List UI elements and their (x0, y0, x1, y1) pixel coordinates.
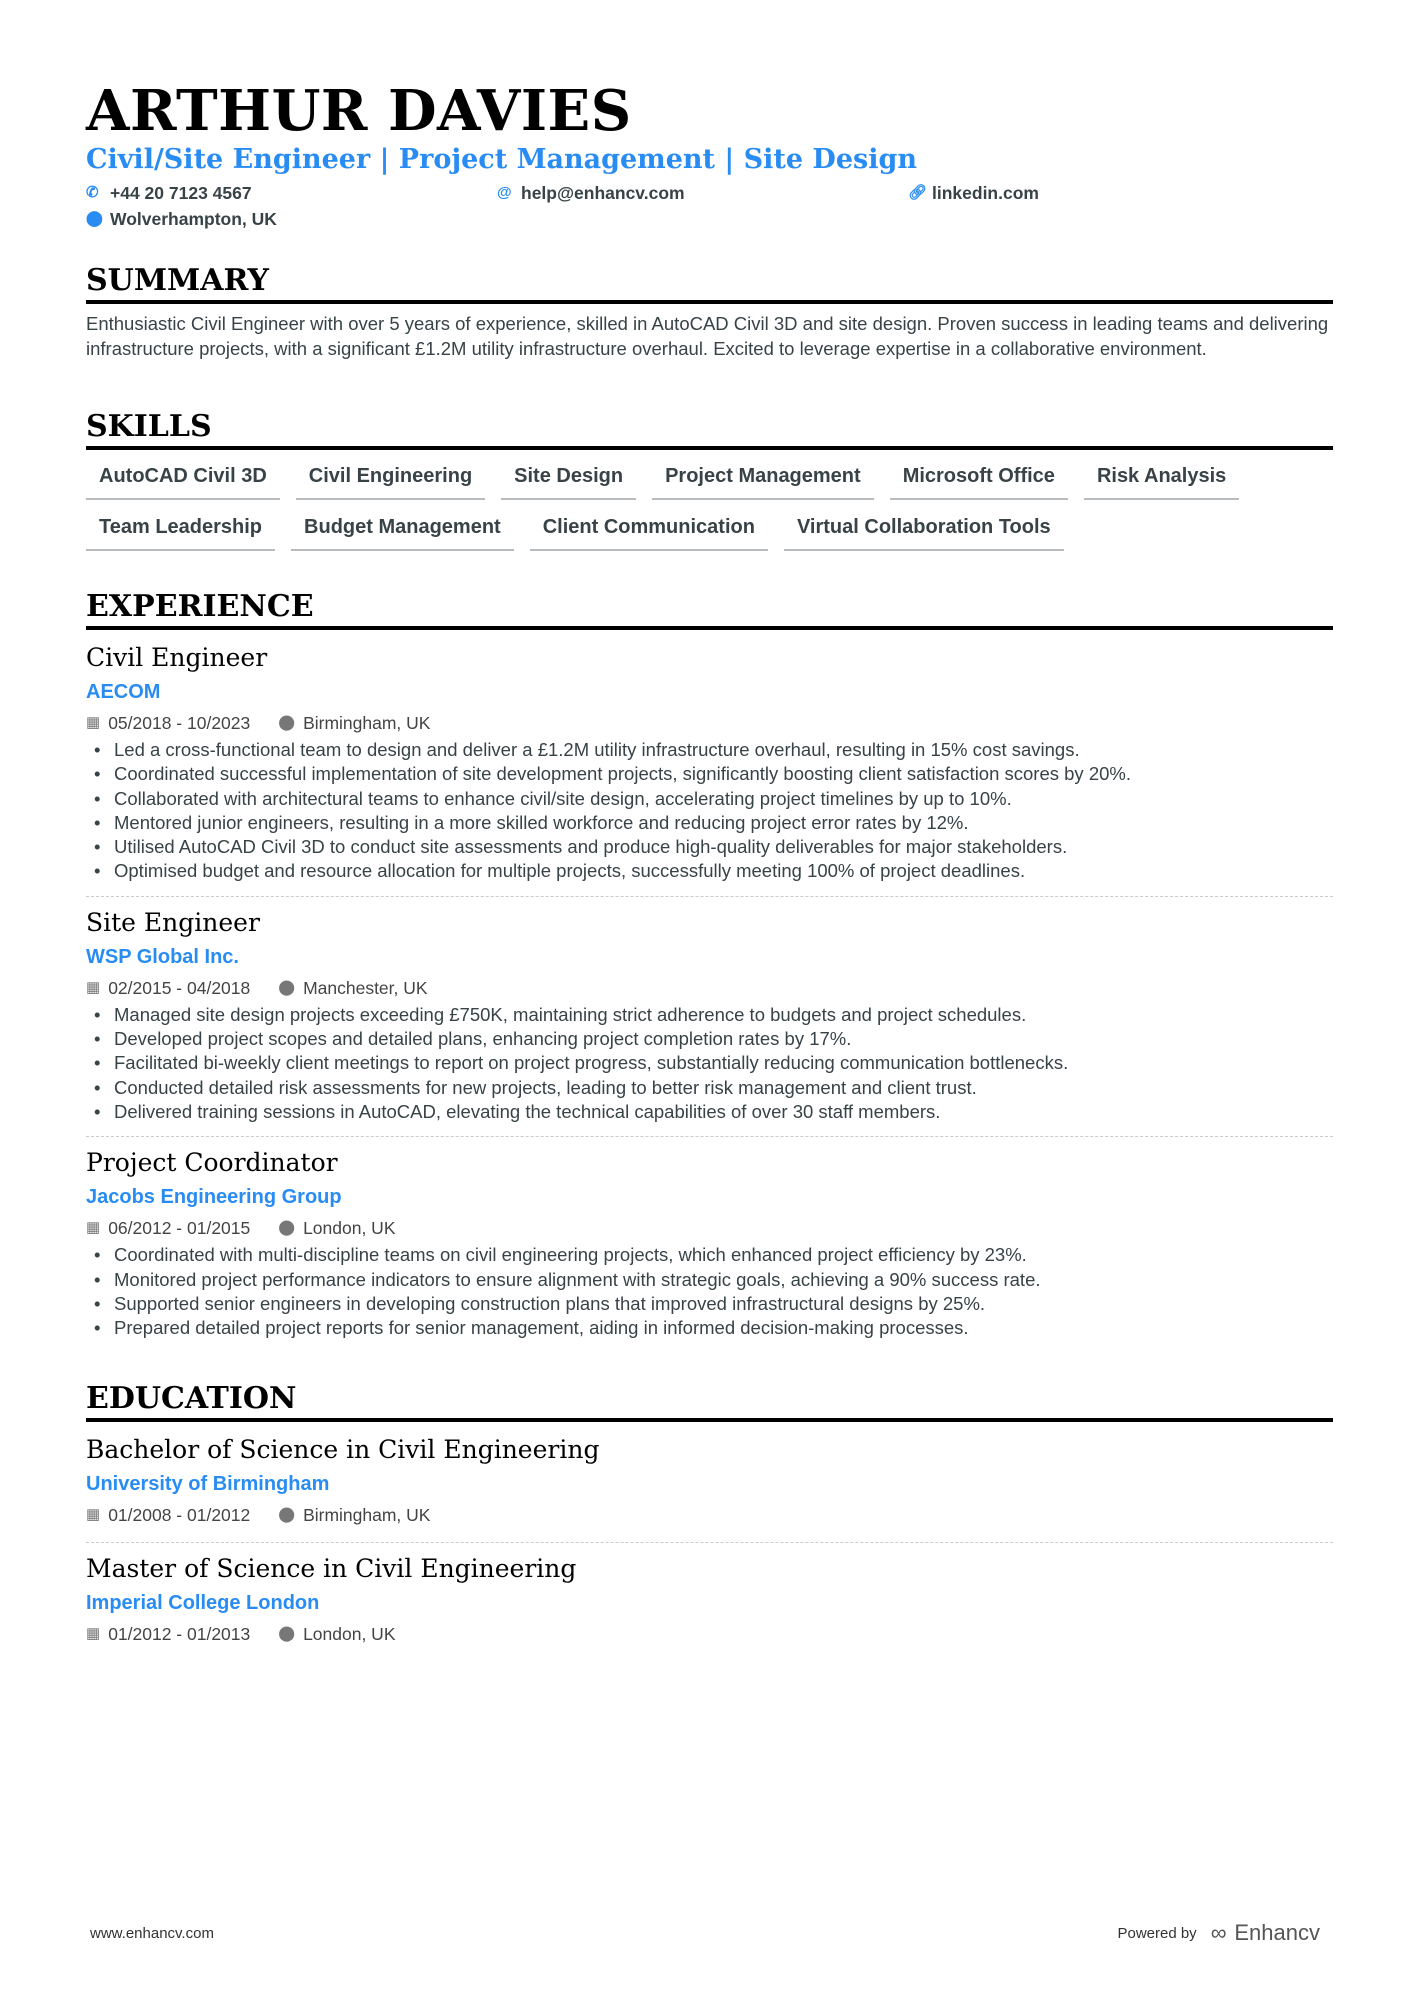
location: Manchester, UK (303, 977, 428, 998)
bullet-item: • Delivered training sessions in AutoCAD, elevating the technical capabilities of over 30 staff members. (86, 1100, 1333, 1124)
job-role: Project Coordinator (86, 1148, 338, 1178)
contact-list (86, 180, 1333, 232)
location: Birmingham, UK (303, 1505, 431, 1526)
bullet-item: • Coordinated with multi-discipline teams on civil engineering projects, which enhanced project efficiency by 23%. (86, 1243, 1333, 1267)
meta-row (86, 973, 1333, 1003)
enhancv-logo-icon: ∞ (1210, 1920, 1227, 1945)
job-bullets (86, 1243, 1333, 1340)
footer-url[interactable]: www.enhancv.com (90, 1924, 214, 1942)
bullet-item: • Supported senior engineers in developing construction plans that improved infrastructural designs by 25%. (86, 1292, 1333, 1316)
degree: Master of Science in Civil Engineering (86, 1554, 577, 1584)
dates: 01/2012 - 01/2013 (108, 1624, 251, 1645)
dates: 05/2018 - 10/2023 (108, 713, 251, 733)
skill-tag: Virtual Collaboration Tools (784, 511, 1064, 551)
bullet-item: • Developed project scopes and detailed plans, enhancing project completion rates by 17%. (86, 1027, 1333, 1051)
job-company: Jacobs Engineering Group (86, 1186, 342, 1209)
summary-heading: SUMMARY (86, 262, 1333, 304)
contact-location (86, 206, 497, 232)
skill-tag: Client Communication (530, 511, 768, 551)
education-entry (86, 1432, 1333, 1543)
location-icon: ⬤ (278, 978, 296, 996)
meta-row (86, 1619, 1333, 1649)
bullet-item: • Led a cross-functional team to design and deliver a £1.2M utility infrastructure overhaul, resulting in 15% cost savings. (86, 738, 1333, 762)
skill-tag: Site Design (501, 460, 636, 500)
bullet-item: • Coordinated successful implementation of site development projects, significantly boosting client satisfaction scores by 20%. (86, 762, 1333, 786)
job-company: AECOM (86, 681, 161, 703)
candidate-name: ARTHUR DAVIES (86, 78, 632, 144)
skill-tag: Team Leadership (86, 511, 275, 551)
powered-by (1117, 1920, 1320, 1946)
bullet-item: • Prepared detailed project reports for senior management, aiding in informed decision-making processes. (86, 1316, 1333, 1340)
job-bullets (86, 1003, 1333, 1124)
contact-email[interactable] (497, 180, 908, 206)
linkedin-text[interactable]: linkedin.com (932, 183, 1039, 203)
job-bullets (86, 738, 1333, 884)
location-icon: ⬤ (278, 714, 296, 731)
at-icon: @ (497, 184, 512, 201)
phone-text: +44 20 7123 4567 (110, 183, 252, 203)
job-entry (86, 640, 1333, 897)
skill-tag: Risk Analysis (1084, 460, 1239, 500)
job-role: Site Engineer (86, 907, 260, 937)
calendar-icon: ▦ (86, 714, 101, 731)
location: London, UK (303, 1624, 396, 1645)
link-icon: 🔗︎ (908, 184, 928, 201)
meta-row (86, 1500, 1333, 1530)
bullet-item: • Optimised budget and resource allocation for multiple projects, successfully meeting 100% of project deadlines. (86, 859, 1333, 883)
location: London, UK (303, 1218, 396, 1239)
location-icon: ⬤ (278, 1506, 296, 1524)
calendar-icon: ▦ (86, 1219, 101, 1237)
skill-tag: AutoCAD Civil 3D (86, 460, 280, 500)
skills-heading: SKILLS (86, 408, 1333, 450)
summary-text: Enthusiastic Civil Engineer with over 5 years of experience, skilled in AutoCAD Civil 3D and site design. Proven success in leading teams and delivering infrastructure projects, with a significant £1.2M utility infrastructure overhaul. Excited to leverage expertise in a collaborative environment. (86, 313, 1329, 359)
dates: 01/2008 - 01/2012 (108, 1505, 251, 1526)
bullet-item: • Monitored project performance indicators to ensure alignment with strategic goals, achieving a 90% success rate. (86, 1268, 1333, 1292)
calendar-icon: ▦ (86, 1506, 101, 1524)
skill-tag: Project Management (652, 460, 874, 500)
experience-list (86, 640, 1333, 1352)
powered-by-text: Powered by (1117, 1924, 1197, 1942)
school: Imperial College London (86, 1592, 320, 1615)
location-icon: ⬤ (278, 1219, 296, 1237)
phone-icon: ✆ (86, 184, 99, 201)
dates: 06/2012 - 01/2015 (108, 1218, 251, 1239)
location-icon: ⬤ (86, 210, 103, 227)
job-entry (86, 905, 1333, 1137)
bullet-item: • Managed site design projects exceeding £750K, maintaining strict adherence to budgets and project schedules. (86, 1003, 1333, 1027)
calendar-icon: ▦ (86, 978, 101, 996)
job-role: Civil Engineer (86, 643, 268, 672)
skill-tag: Civil Engineering (296, 460, 485, 500)
resume (86, 78, 1333, 1669)
bullet-item: • Conducted detailed risk assessments for new projects, leading to better risk management and client trust. (86, 1076, 1333, 1100)
education-heading: EDUCATION (86, 1380, 1333, 1422)
candidate-title: Civil/Site Engineer | Project Management | Site Design (86, 144, 917, 175)
enhancv-brand-text: Enhancv (1234, 1920, 1320, 1945)
experience-heading: EXPERIENCE (86, 588, 1333, 630)
bullet-item: • Utilised AutoCAD Civil 3D to conduct site assessments and produce high-quality deliverables for major stakeholders. (86, 835, 1333, 859)
location-text: Wolverhampton, UK (110, 209, 277, 229)
school: University of Birmingham (86, 1473, 330, 1496)
email-text[interactable]: help@enhancv.com (521, 183, 685, 203)
location: Birmingham, UK (303, 713, 431, 733)
meta-row (86, 708, 1333, 738)
education-list (86, 1432, 1333, 1661)
bullet-item: • Facilitated bi-weekly client meetings to report on project progress, substantially reducing communication bottlenecks. (86, 1051, 1333, 1075)
education-entry (86, 1551, 1333, 1661)
footer (90, 1920, 1320, 1946)
contact-phone (86, 180, 497, 206)
skills-list (86, 460, 1333, 562)
job-entry (86, 1145, 1333, 1352)
dates: 02/2015 - 04/2018 (108, 977, 251, 998)
enhancv-logo (1211, 1920, 1320, 1946)
calendar-icon: ▦ (86, 1625, 101, 1643)
meta-row (86, 1213, 1333, 1243)
bullet-item: • Collaborated with architectural teams to enhance civil/site design, accelerating project timelines by up to 10%. (86, 787, 1333, 811)
location-icon: ⬤ (278, 1625, 296, 1643)
skill-tag: Budget Management (291, 511, 514, 551)
skill-tag: Microsoft Office (890, 460, 1068, 500)
job-company: WSP Global Inc. (86, 945, 239, 968)
degree: Bachelor of Science in Civil Engineering (86, 1435, 600, 1465)
bullet-item: • Mentored junior engineers, resulting in a more skilled workforce and reducing project error rates by 12%. (86, 811, 1333, 835)
contact-linkedin[interactable] (908, 180, 1319, 206)
